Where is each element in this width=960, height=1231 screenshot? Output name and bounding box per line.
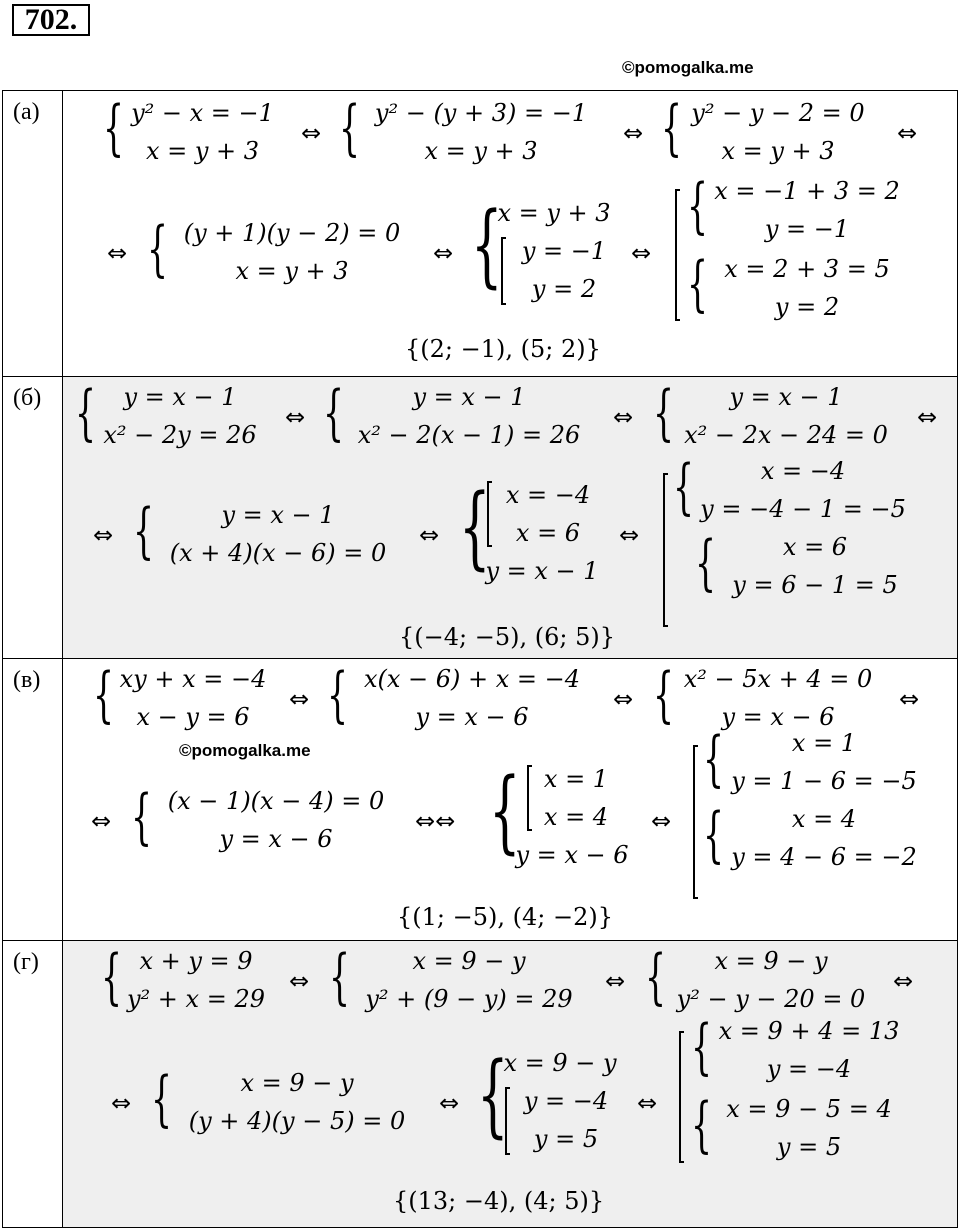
system-brace: { — [653, 378, 675, 448]
system-brace: { — [151, 1064, 173, 1134]
eq-line: y = x − 1 — [729, 383, 843, 411]
union-bracket — [679, 1031, 684, 1163]
equiv-symbol: ⇔ — [631, 239, 652, 267]
watermark-inline: ©pomogalka.me — [179, 741, 311, 760]
eq-line: x + y = 9 — [139, 947, 253, 975]
eq-line: x = 4 — [791, 805, 857, 833]
row-label: (а) — [3, 91, 63, 376]
system-brace: { — [131, 782, 153, 852]
eq-line: y = x − 1 — [123, 383, 237, 411]
eq-line: x = −4 — [505, 481, 591, 509]
union-bracket — [675, 189, 680, 321]
system-brace: { — [691, 1090, 713, 1160]
eq-line: x = y + 3 — [424, 137, 538, 165]
equiv-symbol: ⇔ — [433, 239, 454, 267]
row-g — [2, 940, 958, 1228]
system-brace: { — [101, 942, 123, 1012]
answer: {(2; −1), (5; 2)} — [405, 335, 601, 363]
eq-line: y² + x = 29 — [127, 985, 265, 1013]
eq-line: x(x − 6) + x = −4 — [363, 665, 581, 693]
eq-line: x = y + 3 — [145, 137, 260, 165]
eq-line: y² − y − 20 = 0 — [676, 985, 866, 1013]
system-brace: { — [645, 942, 667, 1012]
eq-line: y = 2 — [531, 275, 597, 303]
eq-line: x = 9 + 4 = 13 — [718, 1017, 900, 1045]
eq-line: x = 6 — [515, 519, 581, 547]
row-content — [63, 659, 957, 940]
row-a — [2, 90, 958, 377]
equiv-symbol: ⇔ — [107, 239, 128, 267]
solution-table — [2, 90, 958, 1228]
answer: {(−4; −5), (6; 5)} — [399, 623, 615, 651]
problem-number: 702. — [12, 4, 90, 36]
eq-line: y = 1 − 6 = −5 — [731, 767, 917, 795]
system-brace: { — [327, 660, 349, 730]
eq-line: y = 5 — [533, 1125, 599, 1153]
equiv-symbol: ⇔ — [289, 967, 310, 995]
eq-line: x = 9 − y — [240, 1069, 354, 1097]
row-label: (в) — [3, 659, 63, 940]
system-brace: { — [687, 249, 709, 319]
equiv-symbol: ⇔ — [91, 807, 112, 835]
eq-line: y² − x = −1 — [131, 99, 274, 127]
eq-line: y = x − 6 — [515, 841, 629, 869]
eq-line: x = 9 − y — [503, 1049, 617, 1077]
system-brace: { — [329, 942, 351, 1012]
equiv-symbol: ⇔ — [637, 1089, 658, 1117]
eq-line: y = 5 — [776, 1133, 842, 1161]
eq-line: xy + x = −4 — [119, 665, 267, 693]
equiv-symbol: ⇔ — [897, 119, 918, 147]
union-bracket — [501, 237, 506, 305]
eq-line: y = x − 1 — [221, 501, 335, 529]
equiv-symbol: ⇔ — [623, 119, 644, 147]
eq-line: (y + 4)(y − 5) = 0 — [188, 1107, 406, 1135]
equiv-symbol: ⇔ — [917, 403, 938, 431]
system-brace: { — [703, 724, 725, 794]
system-brace: { — [147, 214, 169, 284]
equiv-symbol: ⇔ — [419, 521, 440, 549]
system-brace: { — [471, 193, 503, 298]
equiv-symbol: ⇔ — [301, 119, 322, 147]
eq-line: y = x − 1 — [412, 383, 526, 411]
system-brace: { — [103, 93, 125, 163]
equiv-symbol: ⇔⇔ — [415, 807, 456, 835]
eq-line: (y + 1)(y − 2) = 0 — [183, 219, 401, 247]
eq-line: x − y = 6 — [136, 703, 250, 731]
answer: {(1; −5), (4; −2)} — [397, 903, 613, 931]
row-label: (г) — [3, 941, 63, 1227]
system-brace: { — [93, 660, 115, 730]
answer: {(13; −4), (4; 5)} — [393, 1187, 605, 1215]
system-brace: { — [695, 528, 717, 598]
system-brace: { — [133, 496, 155, 566]
row-content — [63, 941, 957, 1227]
eq-line: x = 9 − y — [714, 947, 828, 975]
equiv-symbol: ⇔ — [605, 967, 626, 995]
union-bracket — [693, 745, 698, 899]
equiv-symbol: ⇔ — [111, 1089, 132, 1117]
eq-line: y = x − 6 — [415, 703, 529, 731]
equiv-symbol: ⇔ — [285, 403, 306, 431]
eq-line: y = x − 1 — [485, 557, 599, 585]
system-brace: { — [703, 800, 725, 870]
eq-line: x² − 2y = 26 — [103, 421, 257, 449]
eq-line: x = 1 — [543, 765, 609, 793]
eq-line: x = y + 3 — [235, 257, 349, 285]
system-brace: { — [661, 93, 683, 163]
eq-line: y = −4 — [523, 1087, 609, 1115]
row-b — [2, 376, 958, 659]
eq-line: x = y + 3 — [497, 199, 611, 227]
eq-line: y = −1 — [521, 237, 607, 265]
eq-line: y² + (9 − y) = 29 — [365, 985, 573, 1013]
eq-line: x = y + 3 — [721, 137, 835, 165]
eq-line: y = −4 − 1 = −5 — [700, 495, 906, 523]
eq-line: y² − (y + 3) = −1 — [374, 99, 588, 127]
system-brace: { — [477, 1043, 509, 1148]
eq-line: y = −1 — [764, 215, 850, 243]
equiv-symbol: ⇔ — [613, 685, 634, 713]
eq-line: (x + 4)(x − 6) = 0 — [169, 539, 387, 567]
system-brace: { — [339, 93, 361, 163]
eq-line: y = 2 — [774, 293, 840, 321]
equiv-symbol: ⇔ — [893, 967, 914, 995]
equiv-symbol: ⇔ — [439, 1089, 460, 1117]
equiv-symbol: ⇔ — [93, 521, 114, 549]
system-brace: { — [323, 378, 345, 448]
union-bracket — [505, 1087, 510, 1155]
eq-line: x = 4 — [543, 803, 609, 831]
system-brace: { — [673, 452, 695, 522]
union-bracket — [487, 481, 492, 547]
eq-line: y = 6 − 1 = 5 — [732, 571, 898, 599]
eq-line: x² − 2(x − 1) = 26 — [357, 421, 581, 449]
eq-line: x = −1 + 3 = 2 — [714, 177, 900, 205]
equiv-symbol: ⇔ — [619, 521, 640, 549]
row-content — [63, 377, 957, 658]
eq-line: x = −4 — [760, 457, 846, 485]
system-brace: { — [489, 759, 521, 864]
eq-line: y = x − 6 — [721, 703, 835, 731]
equiv-symbol: ⇔ — [651, 807, 672, 835]
eq-line: x² − 2x − 24 = 0 — [684, 421, 888, 449]
eq-line: y = −4 — [766, 1055, 852, 1083]
eq-line: y² − y − 2 = 0 — [691, 99, 865, 127]
system-brace: { — [653, 660, 675, 730]
row-label: (б) — [3, 377, 63, 658]
eq-line: (x − 1)(x − 4) = 0 — [167, 787, 385, 815]
eq-line: y = 4 − 6 = −2 — [731, 843, 917, 871]
eq-line: x = 6 — [782, 533, 848, 561]
union-bracket — [663, 473, 668, 627]
system-brace: { — [687, 171, 709, 241]
eq-line: x² − 5x + 4 = 0 — [683, 665, 873, 693]
eq-line: x = 9 − y — [412, 947, 526, 975]
equiv-symbol: ⇔ — [899, 685, 920, 713]
eq-line: x = 2 + 3 = 5 — [724, 255, 890, 283]
system-brace: { — [75, 378, 97, 448]
system-brace: { — [691, 1012, 713, 1082]
equiv-symbol: ⇔ — [289, 685, 310, 713]
eq-line: x = 1 — [791, 729, 857, 757]
eq-line: x = 9 − 5 = 4 — [726, 1095, 892, 1123]
system-brace: { — [459, 475, 491, 580]
row-v — [2, 658, 958, 941]
watermark-top: ©pomogalka.me — [622, 58, 754, 77]
equiv-symbol: ⇔ — [613, 403, 634, 431]
eq-line: y = x − 6 — [219, 825, 333, 853]
row-content — [63, 91, 957, 376]
